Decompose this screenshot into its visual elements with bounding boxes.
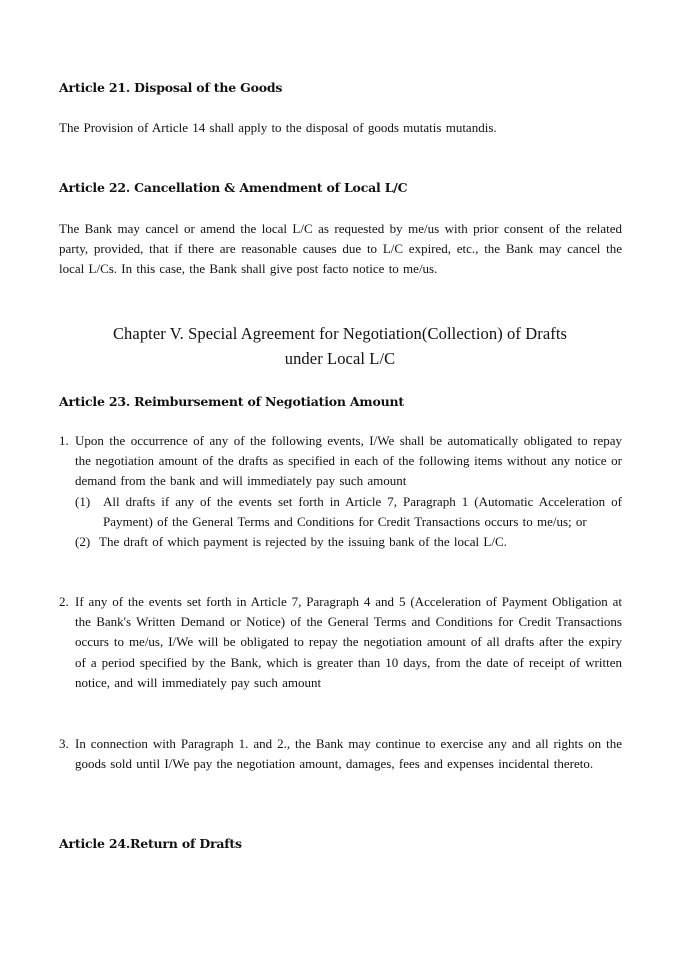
list-item-text: If any of the events set forth in Article 7, Paragraph 4 and 5 (Acceleration of Payment Obligation at the Bank's Written Demand or Notice) of the General Terms and Conditions for Credit Transactions occurs to me/us, I/We will be obligated to repay the negotiation amount of all drafts after the expiry of a period specified by the Bank, which is greater than 10 days, from the date of receipt of written notice, and will immediately pay such amount [75,594,622,690]
article-23-item-3 [59,734,622,774]
chapter-5-title [40,321,640,371]
article-23-item-1-sub-2 [75,532,622,552]
article-23-heading: Article 23. Reimbursement of Negotiation Amount [59,394,404,409]
article-22-heading: Article 22. Cancellation & Amendment of Local L/C [59,180,408,195]
article-22-body: The Bank may cancel or amend the local L/C as requested by me/us with prior consent of the related party, provided, that if there are reasonable causes due to L/C expired, etc., the Bank may cancel the local L/Cs. In this case, the Bank shall give post facto notice to me/us. [59,221,622,277]
article-21-heading: Article 21. Disposal of the Goods [59,80,283,95]
list-item-text: In connection with Paragraph 1. and 2., the Bank may continue to exercise any and all rights on the goods sold until I/We pay the negotiation amount, damages, fees and expenses incidental thereto. [75,736,622,772]
list-item-text: Upon the occurrence of any of the following events, I/We shall be automatically obligated to repay the negotiation amount of the drafts as specified in each of the following items without any notice or demand from the bank and will immediately pay such amount [75,433,622,489]
list-number: 2. [59,594,69,609]
article-23-item-1 [59,431,622,552]
article-23-item-2 [59,592,622,693]
list-number: 3. [59,736,69,751]
article-24-heading: Article 24.Return of Drafts [59,836,242,851]
sub-list-item-text: All drafts if any of the events set forth in Article 7, Paragraph 1 (Automatic Acceleration of Payment) of the General Terms and Conditions for Credit Transactions occurs to me/us; or [103,493,622,529]
sub-list-number: (2) [75,534,91,550]
article-21-body: The Provision of Article 14 shall apply to the disposal of goods mutatis mutandis. [59,120,497,135]
sub-list-item-text: The draft of which payment is rejected by the issuing bank of the local L/C. [99,534,507,550]
sub-list-number: (1) [75,493,91,509]
list-number: 1. [59,433,69,448]
chapter-5-title-line1: Chapter V. Special Agreement for Negotiation(Collection) of Drafts [112,324,568,343]
article-23-item-1-sub-1 [75,492,622,532]
chapter-5-title-line2: under Local L/C [284,349,396,368]
